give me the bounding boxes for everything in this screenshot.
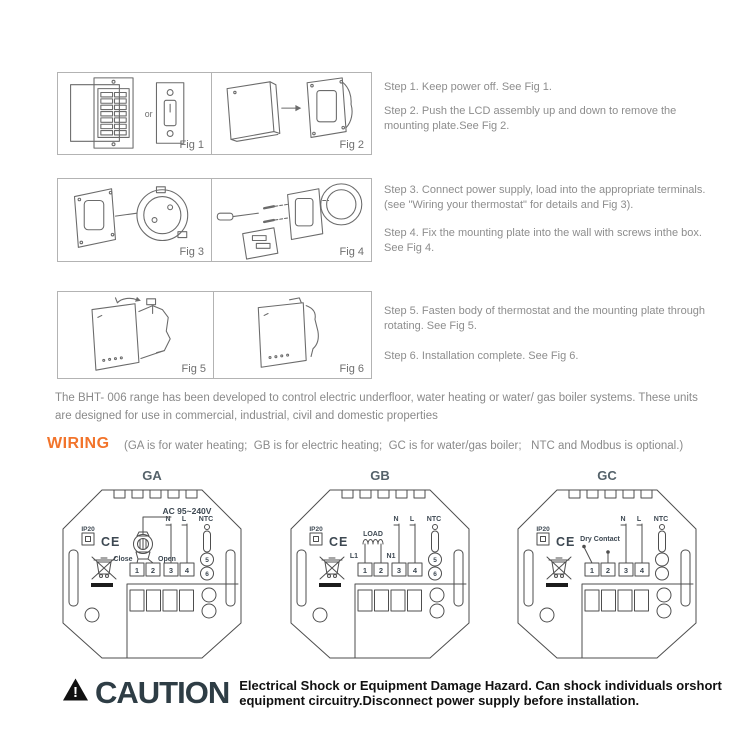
terminal-5: 5	[205, 557, 209, 564]
ntc-sensor	[654, 516, 669, 580]
frame-plate	[243, 228, 278, 259]
figure-cell-fig5	[58, 292, 214, 378]
terminal-cover	[582, 584, 693, 658]
figure-cell-fig2	[212, 73, 371, 154]
caution-text-line2: equipment circuitry.Disconnect power supply before installation.	[239, 692, 640, 708]
fig6-label: Fig 6	[339, 363, 364, 375]
terminal-4: 4	[184, 566, 190, 575]
figure-cell-fig3	[58, 179, 212, 261]
gb-diagram-title: GB	[370, 468, 390, 483]
screw-hole	[313, 608, 327, 622]
caution-banner	[62, 677, 722, 709]
ntc-label: NTC	[653, 516, 669, 523]
n-label: N	[393, 516, 399, 523]
ntc-sensor	[199, 516, 214, 580]
mounting-plate	[74, 189, 115, 248]
thermostat-front-panel	[92, 304, 139, 370]
dry-contact-label: Dry Contact	[580, 536, 620, 543]
ce-mark: CE	[101, 535, 121, 549]
figure-box-row3	[57, 291, 372, 379]
screws	[264, 204, 287, 222]
terminal-4: 4	[639, 566, 645, 575]
connector-line	[115, 213, 136, 216]
ip20-label: IP20	[309, 526, 323, 533]
gc-wiring-diagram	[512, 484, 702, 664]
terminal-6: 6	[433, 571, 437, 578]
ip20-icon	[309, 526, 323, 545]
fig3-label: Fig 3	[179, 246, 205, 258]
figure-cell-fig1	[58, 73, 212, 154]
mounting-plate	[288, 189, 323, 240]
terminal-cover	[127, 584, 238, 658]
screw-hole	[540, 608, 554, 622]
terminal-1: 1	[589, 566, 595, 575]
step-1-text: Step 1. Keep power off. See Fig 1.	[384, 81, 552, 93]
ip20-label: IP20	[536, 526, 550, 533]
wiring-section-title: WIRING	[47, 435, 110, 452]
ga-wiring-diagram	[57, 484, 247, 664]
terminal-2: 2	[150, 566, 156, 575]
mounting-plate	[307, 78, 352, 138]
load-element-icon	[350, 531, 396, 563]
step-3-text: Step 3. Connect power supply, load into the appropriate terminals. (see "Wiring your thermostat" for details and Fig 3).	[384, 184, 706, 211]
dry-contact-icon	[580, 536, 620, 563]
warning-triangle-icon	[62, 677, 89, 702]
rotation-arrow-icon	[115, 297, 140, 303]
gc-diagram-title: GC	[597, 468, 617, 483]
ip20-icon	[536, 526, 550, 545]
screw-hole	[85, 608, 99, 622]
step-2-text: Step 2. Push the LCD assembly up and down to remove the mounting plate.See Fig 2.	[384, 105, 677, 132]
fig1-label: Fig 1	[179, 139, 205, 151]
nl-wires	[393, 516, 415, 563]
figure-cell-fig6	[214, 292, 371, 378]
fig2-label: Fig 2	[339, 139, 364, 151]
breaker-panel	[71, 78, 133, 148]
product-description	[55, 389, 698, 426]
or-label: or	[144, 108, 153, 119]
figure-box-row2	[57, 178, 372, 262]
load-label: LOAD	[363, 531, 383, 538]
ip20-icon	[81, 526, 95, 545]
wall-box	[137, 187, 188, 241]
arrow-icon	[282, 105, 302, 111]
rocker-switch	[156, 83, 183, 144]
terminal-block	[130, 563, 194, 576]
terminal-5: 5	[433, 557, 437, 564]
exclamation-glyph: !	[73, 684, 78, 701]
terminal-3: 3	[396, 566, 402, 575]
step-6-text: Step 6. Installation complete. See Fig 6.	[384, 350, 579, 362]
close-label: Close	[113, 556, 133, 563]
power-rating-label: AC 95~240V	[162, 506, 212, 516]
wiring-section-note: (GA is for water heating; GB is for electric heating; GC is for water/gas boiler; NTC and Modbus is optional.)	[124, 440, 684, 452]
ntc-label: NTC	[426, 516, 442, 523]
ce-mark: CE	[556, 535, 576, 549]
terminal-block	[585, 563, 649, 576]
terminal-2: 2	[378, 566, 384, 575]
terminal-3: 3	[623, 566, 629, 575]
terminal-cover	[355, 584, 466, 658]
product-description-line1: The BHT- 006 range has been developed to control electric underfloor, water heating or water/ gas boiler systems. These units	[55, 392, 698, 404]
l-label: L	[181, 516, 187, 523]
nl-wires	[620, 516, 642, 563]
fig5-label: Fig 5	[181, 363, 206, 375]
ga-diagram-title: GA	[142, 468, 162, 483]
terminal-6: 6	[205, 571, 209, 578]
l-label: L	[636, 516, 642, 523]
n1-label: N1	[386, 553, 396, 560]
step-5-text: Step 5. Fasten body of thermostat and the mounting plate through rotating. See Fig 5.	[384, 305, 706, 332]
terminal-4: 4	[412, 566, 418, 575]
terminal-3: 3	[168, 566, 174, 575]
n-label: N	[620, 516, 626, 523]
gb-wiring-diagram	[285, 484, 475, 664]
ce-mark: CE	[329, 535, 349, 549]
figure-cell-fig4	[212, 179, 371, 261]
figure-box-row1	[57, 72, 372, 155]
n-label: N	[165, 516, 171, 523]
ip20-label: IP20	[81, 526, 95, 533]
fig4-label: Fig 4	[339, 246, 364, 258]
caution-text	[239, 679, 722, 709]
product-description-line2: are designed for use in commercial, industrial, civil and domestic properties	[55, 410, 438, 423]
screwdriver	[217, 213, 258, 220]
ntc-sensor	[427, 516, 442, 580]
lcd-assembly	[227, 82, 280, 142]
ntc-label: NTC	[198, 516, 214, 523]
wall-box	[321, 184, 362, 225]
terminal-1: 1	[134, 566, 140, 575]
caution-text-line1: Electrical Shock or Equipment Damage Hazard. Can shock individuals orshort	[239, 678, 722, 693]
thermostat-body	[139, 299, 170, 359]
weee-icon	[91, 557, 116, 587]
step-4-text: Step 4. Fix the mounting plate into the wall with screws inthe box. See Fig 4.	[384, 227, 702, 254]
weee-icon	[546, 557, 571, 587]
terminal-2: 2	[605, 566, 611, 575]
terminal-block	[358, 563, 422, 576]
l1-label: L1	[349, 553, 359, 560]
l-label: L	[409, 516, 415, 523]
caution-title: CAUTION	[95, 675, 230, 710]
weee-icon	[319, 557, 344, 587]
terminal-1: 1	[362, 566, 368, 575]
open-label: Open	[158, 556, 176, 563]
thermostat-assembled	[258, 298, 318, 367]
